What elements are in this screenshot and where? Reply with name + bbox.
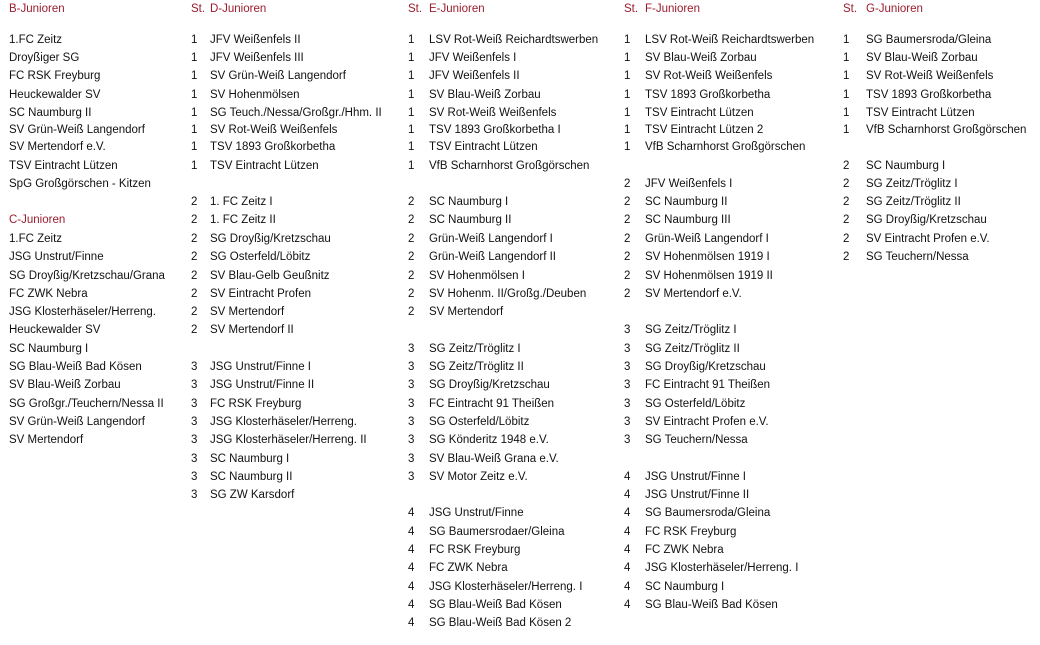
team-name: TSV 1893 Großkorbetha: [645, 89, 771, 101]
staffel-number: 1: [843, 124, 850, 136]
team-name: FC RSK Freyburg: [429, 544, 521, 556]
staffel-number: 1: [191, 34, 198, 46]
staffel-number: 3: [408, 398, 415, 410]
staffel-number: 1: [843, 70, 850, 82]
team-name: SV Mertendorf II: [210, 324, 294, 336]
staffel-number: 2: [408, 270, 415, 282]
staffel-number: 2: [843, 160, 850, 172]
staffel-number: 1: [624, 70, 631, 82]
team-name: SV Rot-Weiß Weißenfels: [429, 107, 557, 119]
team-name: SG Teuchern/Nessa: [866, 251, 969, 263]
staffel-number: 2: [408, 306, 415, 318]
staffel-number: 3: [408, 343, 415, 355]
team-name: SG Zeitz/Tröglitz II: [645, 343, 740, 355]
team-name: JSG Unstrut/Finne I: [645, 471, 746, 483]
staffel-number: 1: [408, 160, 415, 172]
staffel-number: 3: [408, 434, 415, 446]
e-junioren-heading: E-Junioren: [429, 3, 485, 15]
staffel-number: 3: [408, 416, 415, 428]
staffel-number: 1: [624, 34, 631, 46]
staffel-number: 2: [624, 233, 631, 245]
team-name: SC Naumburg III: [645, 214, 731, 226]
staffel-number: 1: [843, 107, 850, 119]
staffel-number: 4: [624, 471, 631, 483]
team-name: SV Rot-Weiß Weißenfels: [645, 70, 773, 82]
staffel-number: 1: [624, 141, 631, 153]
team-name: SV Blau-Weiß Zorbau: [866, 52, 978, 64]
staffel-number: 1: [191, 89, 198, 101]
team-name: SV Hohenmölsen I: [429, 270, 525, 282]
team-name: SC Naumburg I: [429, 196, 509, 208]
team-name: SC Naumburg I: [645, 581, 725, 593]
team-name: SV Grün-Weiß Langendorf: [210, 70, 346, 82]
team-name: TSV Eintracht Lützen: [645, 107, 754, 119]
staffel-number: 3: [624, 434, 631, 446]
staffel-number: 1: [408, 70, 415, 82]
team-name: SG Droyßig/Kretzschau: [866, 214, 987, 226]
team-name: TSV Eintracht Lützen: [429, 141, 538, 153]
team-name: 1. FC Zeitz II: [210, 214, 276, 226]
team-name: JSG Klosterhäseler/Herreng. II: [210, 434, 367, 446]
staffel-number: 3: [408, 379, 415, 391]
team-name: TSV Eintracht Lützen: [9, 160, 118, 172]
team-name: LSV Rot-Weiß Reichardtswerben: [429, 34, 599, 46]
staffel-number: 2: [843, 178, 850, 190]
team-name: TSV Eintracht Lützen: [866, 107, 975, 119]
staffel-number: 1: [624, 124, 631, 136]
staffel-number: 4: [624, 544, 631, 556]
team-name: SG Zeitz/Tröglitz I: [429, 343, 521, 355]
team-name: FC ZWK Nebra: [9, 288, 88, 300]
team-name: FC ZWK Nebra: [429, 562, 508, 574]
staffel-number: 4: [408, 544, 415, 556]
team-name: SG Blau-Weiß Bad Kösen: [429, 599, 562, 611]
staffel-number: 2: [843, 196, 850, 208]
team-name: TSV 1893 Großkorbetha I: [429, 124, 561, 136]
team-name: SV Grün-Weiß Langendorf: [9, 124, 145, 136]
team-name: SV Eintracht Profen e.V.: [645, 416, 769, 428]
g-st-heading: St.: [843, 3, 858, 15]
staffel-number: 2: [843, 233, 850, 245]
d-st-heading: St.: [191, 3, 206, 15]
team-name: SV Hohenmölsen 1919 I: [645, 251, 770, 263]
team-name: Grün-Weiß Langendorf I: [645, 233, 769, 245]
team-name: SV Mertendorf e.V.: [9, 141, 106, 153]
staffel-number: 4: [624, 507, 631, 519]
team-name: Heuckewalder SV: [9, 324, 101, 336]
e-st-heading: St.: [408, 3, 423, 15]
staffel-number: 3: [191, 489, 198, 501]
staffel-number: 1: [624, 89, 631, 101]
staffel-number: 2: [408, 196, 415, 208]
staffel-number: 1: [191, 52, 198, 64]
staffel-number: 3: [191, 361, 198, 373]
team-name: JFV Weißenfels II: [210, 34, 301, 46]
team-name: JFV Weißenfels II: [429, 70, 520, 82]
staffel-number: 3: [408, 361, 415, 373]
staffel-number: 2: [191, 251, 198, 263]
staffel-number: 3: [624, 343, 631, 355]
staffel-number: 4: [408, 599, 415, 611]
g-junioren-heading: G-Junioren: [866, 3, 923, 15]
team-name: VfB Scharnhorst Großgörschen: [866, 124, 1027, 136]
staffel-number: 2: [624, 288, 631, 300]
team-name: SG Baumersroda/Gleina: [866, 34, 992, 46]
team-name: FC ZWK Nebra: [645, 544, 724, 556]
staffel-number: 1: [408, 34, 415, 46]
staffel-number: 1: [843, 89, 850, 101]
team-name: 1. FC Zeitz I: [210, 196, 273, 208]
staffel-number: 1: [408, 124, 415, 136]
team-name: FC RSK Freyburg: [210, 398, 302, 410]
c-junioren-heading: C-Junioren: [9, 214, 66, 226]
staffel-number: 4: [624, 599, 631, 611]
b-junioren-heading: B-Junioren: [9, 3, 65, 15]
team-name: SV Hohenmölsen 1919 II: [645, 270, 773, 282]
staffel-number: 1: [408, 107, 415, 119]
staffel-number: 3: [191, 379, 198, 391]
staffel-number: 2: [191, 196, 198, 208]
d-junioren-heading: D-Junioren: [210, 3, 267, 15]
team-name: SG Großgr./Teuchern/Nessa II: [9, 398, 164, 410]
staffel-number: 1: [191, 124, 198, 136]
team-name: SV Blau-Gelb Geußnitz: [210, 270, 330, 282]
staffel-number: 2: [191, 214, 198, 226]
staffel-number: 3: [191, 416, 198, 428]
staffel-number: 3: [624, 324, 631, 336]
team-name: VfB Scharnhorst Großgörschen: [645, 141, 806, 153]
staffel-number: 4: [408, 581, 415, 593]
team-name: SV Rot-Weiß Weißenfels: [210, 124, 338, 136]
team-name: Grün-Weiß Langendorf II: [429, 251, 556, 263]
staffel-number: 2: [408, 288, 415, 300]
staffel-number: 2: [624, 251, 631, 263]
team-name: SG Droyßig/Kretzschau: [429, 379, 550, 391]
staffel-number: 3: [624, 379, 631, 391]
team-name: SG Osterfeld/Löbitz: [645, 398, 746, 410]
team-name: JFV Weißenfels I: [429, 52, 517, 64]
team-name: JSG Unstrut/Finne: [429, 507, 524, 519]
team-name: SV Rot-Weiß Weißenfels: [866, 70, 994, 82]
team-name: FC Eintracht 91 Theißen: [429, 398, 555, 410]
team-name: JSG Unstrut/Finne: [9, 251, 104, 263]
staffel-number: 4: [408, 562, 415, 574]
team-name: TSV Eintracht Lützen: [210, 160, 319, 172]
team-name: JSG Klosterhäseler/Herreng.: [210, 416, 358, 428]
staffel-number: 3: [624, 398, 631, 410]
staffel-number: 2: [191, 288, 198, 300]
staffel-number: 4: [624, 562, 631, 574]
staffel-number: 4: [408, 526, 415, 538]
team-name: SV Mertendorf e.V.: [645, 288, 742, 300]
team-name: SV Mertendorf: [429, 306, 504, 318]
team-name: 1.FC Zeitz: [9, 233, 63, 245]
team-name: SC Naumburg II: [9, 107, 92, 119]
team-name: JSG Unstrut/Finne II: [645, 489, 750, 501]
staffel-number: 1: [624, 52, 631, 64]
team-name: JSG Klosterhäseler/Herreng. I: [429, 581, 583, 593]
team-name: SG Könderitz 1948 e.V.: [429, 434, 549, 446]
staffel-number: 3: [408, 471, 415, 483]
staffel-number: 2: [843, 214, 850, 226]
staffel-number: 1: [408, 141, 415, 153]
staffel-number: 4: [624, 581, 631, 593]
team-name: SV Blau-Weiß Zorbau: [9, 379, 121, 391]
staffel-number: 1: [191, 160, 198, 172]
team-name: SC Naumburg I: [9, 343, 89, 355]
staffel-number: 4: [624, 526, 631, 538]
team-name: SpG Großgörschen - Kitzen: [9, 178, 151, 190]
staffel-number: 3: [624, 416, 631, 428]
team-name: SC Naumburg II: [645, 196, 728, 208]
staffel-number: 2: [191, 270, 198, 282]
team-name: FC RSK Freyburg: [645, 526, 737, 538]
staffel-number: 1: [408, 52, 415, 64]
team-name: SG ZW Karsdorf: [210, 489, 295, 501]
team-name: Droyßiger SG: [9, 52, 80, 64]
f-junioren-heading: F-Junioren: [645, 3, 700, 15]
staffel-number: 1: [191, 107, 198, 119]
team-name: SG Osterfeld/Löbitz: [210, 251, 311, 263]
team-name: LSV Rot-Weiß Reichardtswerben: [645, 34, 815, 46]
team-name: SC Naumburg II: [210, 471, 293, 483]
f-st-heading: St.: [624, 3, 639, 15]
team-name: SG Droyßig/Kretzschau: [645, 361, 766, 373]
staffel-number: 2: [191, 324, 198, 336]
team-name: SG Blau-Weiß Bad Kösen 2: [429, 617, 572, 629]
staffel-number: 1: [624, 107, 631, 119]
team-name: SG Blau-Weiß Bad Kösen: [9, 361, 142, 373]
team-name: TSV 1893 Großkorbetha: [866, 89, 992, 101]
staffel-number: 2: [408, 214, 415, 226]
team-name: JSG Klosterhäseler/Herreng. I: [645, 562, 799, 574]
team-name: Heuckewalder SV: [9, 89, 101, 101]
team-name: SC Naumburg I: [866, 160, 946, 172]
staffel-number: 4: [408, 617, 415, 629]
team-name: JSG Klosterhäseler/Herreng.: [9, 306, 157, 318]
team-name: SG Droyßig/Kretzschau/Grana: [9, 270, 165, 282]
staffel-number: 1: [843, 34, 850, 46]
team-name: SG Teuch./Nessa/Großgr./Hhm. II: [210, 107, 382, 119]
team-name: SV Blau-Weiß Zorbau: [429, 89, 541, 101]
team-name: SG Teuchern/Nessa: [645, 434, 748, 446]
staffel-number: 1: [408, 89, 415, 101]
team-name: SG Zeitz/Tröglitz I: [645, 324, 737, 336]
team-name: JSG Unstrut/Finne I: [210, 361, 311, 373]
team-name: SV Blau-Weiß Zorbau: [645, 52, 757, 64]
staffel-number: 1: [191, 141, 198, 153]
team-name: SV Hohenmölsen: [210, 89, 300, 101]
staffel-number: 3: [624, 361, 631, 373]
team-name: JFV Weißenfels III: [210, 52, 304, 64]
team-name: VfB Scharnhorst Großgörschen: [429, 160, 590, 172]
team-name: SG Baumersroda/Gleina: [645, 507, 771, 519]
staffel-number: 3: [191, 471, 198, 483]
team-name: Grün-Weiß Langendorf I: [429, 233, 553, 245]
team-name: SG Blau-Weiß Bad Kösen: [645, 599, 778, 611]
staffel-number: 3: [191, 434, 198, 446]
team-name: SC Naumburg I: [210, 453, 290, 465]
team-name: SV Blau-Weiß Grana e.V.: [429, 453, 559, 465]
team-name: SV Eintracht Profen e.V.: [866, 233, 990, 245]
team-name: 1.FC Zeitz: [9, 34, 63, 46]
team-name: SG Zeitz/Tröglitz II: [429, 361, 524, 373]
team-name: FC Eintracht 91 Theißen: [645, 379, 771, 391]
staffel-number: 3: [408, 453, 415, 465]
team-name: SV Eintracht Profen: [210, 288, 311, 300]
staffel-number: 2: [843, 251, 850, 263]
staffel-number: 4: [624, 489, 631, 501]
team-name: SV Mertendorf: [210, 306, 285, 318]
staffel-number: 1: [191, 70, 198, 82]
staffel-number: 3: [191, 398, 198, 410]
team-name: SV Grün-Weiß Langendorf: [9, 416, 145, 428]
team-name: JFV Weißenfels I: [645, 178, 733, 190]
staffel-number: 2: [624, 178, 631, 190]
staffel-number: 1: [843, 52, 850, 64]
team-name: FC RSK Freyburg: [9, 70, 101, 82]
team-name: SV Mertendorf: [9, 434, 84, 446]
team-name: TSV 1893 Großkorbetha: [210, 141, 336, 153]
team-name: SG Zeitz/Tröglitz II: [866, 196, 961, 208]
staffel-number: 2: [624, 270, 631, 282]
staffel-number: 4: [408, 507, 415, 519]
staffel-number: 3: [191, 453, 198, 465]
team-name: SV Motor Zeitz e.V.: [429, 471, 528, 483]
staffel-number: 2: [624, 196, 631, 208]
team-name: SG Droyßig/Kretzschau: [210, 233, 331, 245]
staffel-number: 2: [408, 233, 415, 245]
team-name: SG Osterfeld/Löbitz: [429, 416, 530, 428]
staffel-number: 2: [191, 233, 198, 245]
staffel-number: 2: [191, 306, 198, 318]
team-name: SG Baumersrodaer/Gleina: [429, 526, 565, 538]
staffel-number: 2: [408, 251, 415, 263]
staffel-number: 2: [624, 214, 631, 226]
team-name: TSV Eintracht Lützen 2: [645, 124, 764, 136]
team-name: SC Naumburg II: [429, 214, 512, 226]
team-name: SV Hohenm. II/Großg./Deuben: [429, 288, 587, 300]
team-name: SG Zeitz/Tröglitz I: [866, 178, 958, 190]
team-name: JSG Unstrut/Finne II: [210, 379, 315, 391]
